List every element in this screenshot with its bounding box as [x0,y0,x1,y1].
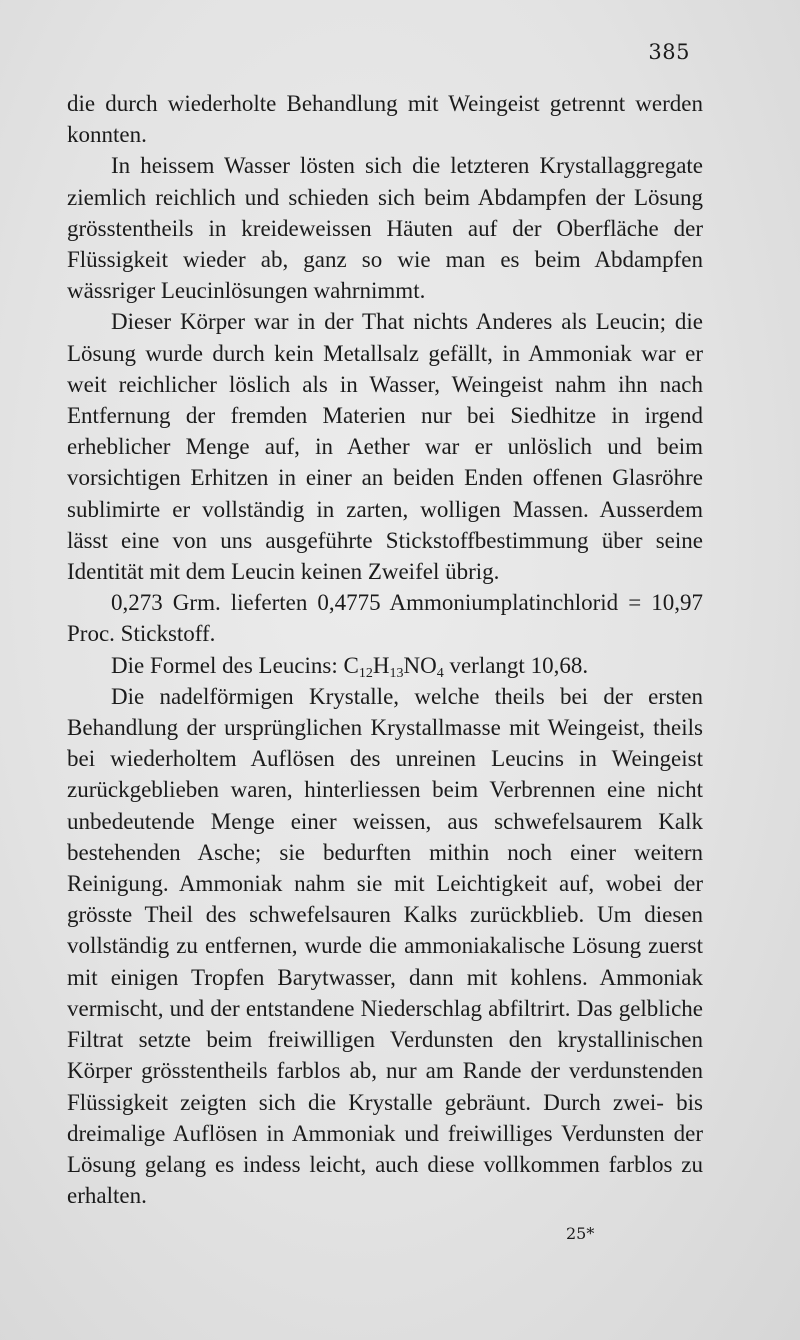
signature-mark: 25* [566,1224,595,1243]
paragraph-3: Dieser Körper war in der That nichts Anderes als Leucin; die Lösung wurde durch kein Metallsalz gefällt, in Ammoniak war er weit reichlicher löslich als in Wasser, Weingeist nahm ihn nach Entfernung der fremden Materien nur bei Siedhitze in irgend erheblicher Menge auf, in Aether war er unlöslich und beim vorsichtigen Erhitzen in einer an beiden Enden offenen Glasröhre sublimirte er vollständig in zarten, wolligen Massen. Ausserdem lässt eine von uns ausgeführte Stickstoffbestimmung über seine Identität mit dem Leucin keinen Zweifel übrig. [67,309,703,585]
formula-sub-oxygen: 4 [436,665,444,681]
paragraph-2: In heissem Wasser lösten sich die letzteren Krystallaggregate ziemlich reichlich und schieden sich beim Abdampfen der Lösung grösstentheils in kreideweissen Häuten auf der Oberfläche der Flüssigkeit wieder ab, ganz so wie man es beim Abdampfen wässriger Leucinlösungen wahrnimmt. [67,153,703,304]
page-number: 385 [648,40,690,64]
formula-no: NO [403,652,437,678]
formula-h: H [372,652,390,678]
formula-suffix: verlangt 10,68. [443,652,589,678]
formula-sub-hydrogen: 13 [389,665,404,681]
paragraph-final: Die nadelförmigen Krystalle, welche theils bei der ersten Behandlung der ursprünglichen Krystallmasse mit Weingeist, theils bei wiederholtem Auflösen des unreinen Leucins in Weingeist zurückgeblieben waren, hinterliessen beim Verbrennen eine nicht unbedeutende Menge einer weissen, aus schwefelsaurem Kalk bestehenden Asche; sie bedurften mithin noch einer weitern Reinigung. Ammoniak nahm sie mit Leichtigkeit auf, wobei der grösste Theil des schwefelsauren Kalks zurückblieb. Um diesen vollständig zu entfernen, wurde die ammoniakalische Lösung zuerst mit einigen Tropfen Barytwasser, dann mit kohlens. Ammoniak vermischt, und der entstandene Niederschlag abfiltrirt. Das gelbliche Filtrat setzte beim freiwilligen Verdunsten den krystallinischen Körper grösstentheils farblos ab, nur am Rande der verdunstenden Flüssigkeit zeigten sich die Krystalle gebräunt. Durch zwei- bis dreimalige Auflösen in Ammoniak und freiwilliges Verdunsten der Lösung gelang es indess leicht, auch diese vollkommen farblos zu erhalten. [67,683,703,1209]
paragraph-4: 0,273 Grm. lieferten 0,4775 Ammoniumplatinchlorid = 10,97 Proc. Stickstoff. [67,590,703,647]
body-text [67,88,703,1211]
formula-paragraph [67,650,703,681]
paragraph-1: die durch wiederholte Behandlung mit Weingeist getrennt werden konnten. [67,91,703,148]
formula-sub-carbon: 12 [358,665,373,681]
formula-prefix: Die Formel des Leucins: C [111,652,359,678]
